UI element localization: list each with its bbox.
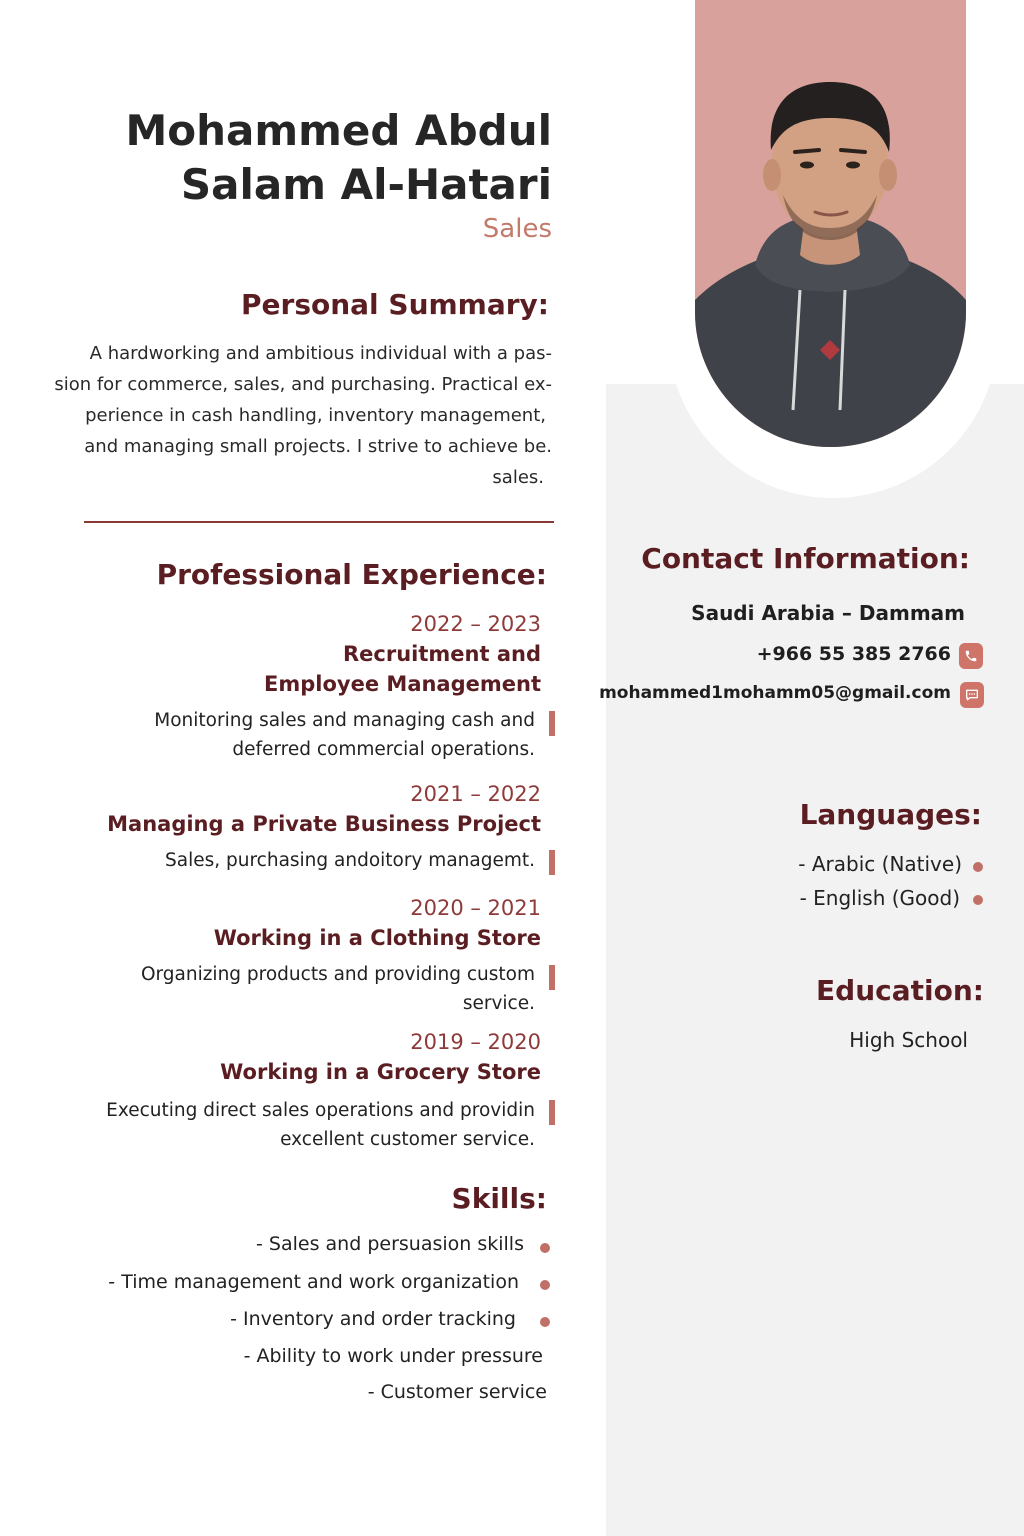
section-divider [84,521,554,523]
bullet-dot [973,862,983,872]
skill-item: - Sales and persuasion skills [256,1233,524,1255]
education-heading: Education: [816,974,984,1007]
experience-years: 2020 – 2021 [410,896,541,920]
experience-desc-line: Organizing products and providing custom [140,964,535,985]
bullet-dot [973,895,983,905]
experience-marker [549,850,555,875]
skill-item: - Ability to work under pressure [243,1345,543,1367]
chat-icon-glyph [964,687,980,703]
contact-heading: Contact Information: [641,542,970,575]
profile-photo-illustration [695,0,966,447]
experience-years: 2021 – 2022 [410,782,541,806]
experience-title: Managing a Private Business Project [107,812,541,836]
candidate-name-line1: Mohammed Abdul [125,106,552,155]
experience-description [95,1096,535,1154]
language-item: - Arabic (Native) [798,852,962,876]
contact-email[interactable]: mohammed1mohamm05@gmail.com [599,683,951,703]
experience-heading: Professional Experience: [156,558,547,591]
summary-line: sion for commerce, sales, and purchasing. Practical ex- [54,374,552,395]
experience-item [81,1027,541,1087]
phone-icon-glyph [964,649,978,663]
skill-item: - Inventory and order tracking [230,1308,516,1330]
candidate-name [52,104,552,212]
phone-icon [959,643,983,669]
contact-location: Saudi Arabia – Dammam [691,601,965,625]
experience-title: Working in a Grocery Store [220,1060,541,1084]
summary-heading: Personal Summary: [241,288,549,321]
contact-phone[interactable]: +966 55 385 2766 [756,643,951,665]
experience-years: 2019 – 2020 [410,1030,541,1054]
experience-item [81,779,541,839]
skill-item: - Customer service [367,1381,547,1403]
experience-desc-line: service. [462,993,535,1014]
education-item: High School [849,1028,968,1052]
experience-desc-line: Monitoring sales and managing cash and [154,710,535,731]
bullet-dot [540,1280,550,1290]
experience-item [81,609,541,699]
chat-icon [960,682,984,708]
skill-item: - Time management and work organization [108,1271,519,1293]
experience-item [81,893,541,953]
bullet-dot [540,1317,550,1327]
summary-line: A hardworking and ambitious individual with a pas- [89,343,552,364]
experience-years: 2022 – 2023 [410,612,541,636]
summary-line: perience in cash handling, inventory management, [85,405,546,426]
skills-heading: Skills: [451,1182,547,1215]
experience-title: Working in a Clothing Store [213,926,541,950]
experience-title: Recruitment and [343,642,541,666]
summary-line: sales. [492,467,544,488]
experience-marker [549,1100,555,1125]
experience-desc-line: Sales, purchasing andoitory managemt. [165,850,535,871]
languages-heading: Languages: [799,798,982,831]
summary-text [40,338,552,493]
experience-marker [549,965,555,990]
summary-line: and managing small projects. I strive to achieve be. [84,436,552,457]
experience-description [95,846,535,875]
experience-desc-line: excellent customer service. [280,1129,535,1150]
bullet-dot [540,1243,550,1253]
language-item: - English (Good) [799,886,960,910]
experience-marker [549,711,555,736]
experience-description [95,706,535,764]
profile-photo [695,0,966,447]
experience-title: Employee Management [264,672,541,696]
candidate-name-line2: Salam Al-Hatari [180,160,552,209]
candidate-role: Sales [482,214,552,244]
experience-description [95,960,535,1018]
experience-desc-line: deferred commercial operations. [232,739,535,760]
experience-desc-line: Executing direct sales operations and providin [106,1100,535,1121]
